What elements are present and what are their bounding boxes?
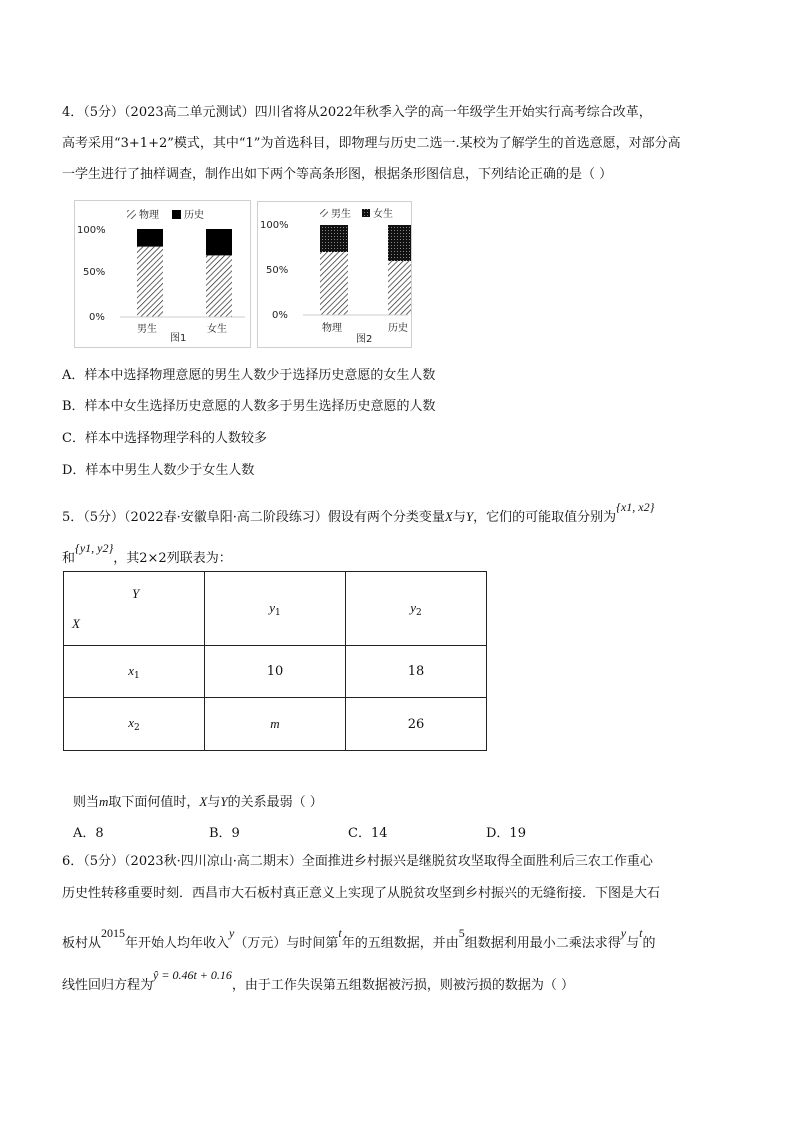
q4-text-line3: 一学生进行了抽样调查，制作出如下两个等高条形图，根据条形图信息，下列结论正确的是（ ） (62, 167, 613, 182)
table-cell: 26 (346, 698, 487, 751)
chart-2-ytick-0: 0% (272, 310, 288, 321)
chart-2-title: 图2 (356, 334, 373, 345)
q4-option-a: A．样本中选择物理意愿的男生人数少于选择历史意愿的女生人数 (62, 368, 436, 383)
chart-2-ytick-100: 100% (260, 220, 289, 231)
q6-line3f: 与 (626, 936, 640, 951)
q5-and: 与 (452, 510, 466, 525)
q6-text-line2: 历史性转移重要时刻．西昌市大石板村真正意义上实现了从脱贫攻坚到乡村振兴的无缝衔接．下图是大石 (62, 886, 661, 901)
bar-bottom-0 (137, 247, 163, 317)
bar-top-1 (388, 225, 411, 261)
q4-option-d: D．样本中男生人数少于女生人数 (62, 463, 255, 478)
q5-var-y: Y (465, 509, 474, 524)
table-cell: 10 (205, 646, 346, 698)
q5-var-x: X (444, 509, 453, 524)
table-row-x2: $x_2$ (64, 698, 205, 751)
q4-text-line1: 4．（5分）（2023高二单元测试）四川省将从2022年秋季入学的高一年级学生开始实行高考综合改革， (62, 105, 652, 120)
chart-figure-1 (74, 200, 251, 348)
chart-2-ytick-50: 50% (266, 265, 289, 276)
q6-line3a: 板村从 (62, 936, 102, 951)
q4-option-b: B．样本中女生选择历史意愿的人数多于男生选择历史意愿的人数 (62, 399, 436, 414)
chart-2-svg (258, 202, 411, 347)
q6-text-line1: 6．（5分）（2023秋·四川凉山·高二期末）全面推进乡村振兴是继脱贫攻坚取得全面胜利后三农工作重心 (62, 854, 653, 869)
table-col-y2: $y_2$ (346, 572, 487, 646)
legend-2-male-swatch (320, 209, 328, 217)
legend-1-history-label: 历史 (184, 210, 204, 221)
q6-line3b: 年开始人均年收入 (125, 936, 230, 951)
q5-set1: {x1, x2} (616, 500, 655, 514)
q6-var-y: y (229, 926, 235, 940)
chart-1-title: 图1 (170, 333, 187, 344)
q5-question-m: m (99, 794, 109, 809)
q6-line3g: 的 (642, 936, 656, 951)
q6-line3c: （万元）与时间第 (234, 936, 339, 951)
q6-text-line4 (62, 968, 575, 996)
chart-1-xlabel-male: 男生 (137, 324, 157, 335)
q5-question-f: 的关系最弱（ ） (227, 795, 323, 810)
q6-num5: 5 (458, 926, 465, 940)
q5-question-and: 与 (207, 795, 221, 810)
table-corner-cell (64, 572, 205, 646)
bar-top-0 (137, 229, 163, 247)
q6-equation: ŷ = 0.46t + 0.16 (153, 968, 232, 982)
legend-1-physics-swatch (127, 210, 136, 219)
table-corner-x: X (72, 616, 80, 631)
q4-text-line2: 高考采用“3+1+2”模式，其中“1”为首选科目，即物理与历史二选一.某校为了解学生的首选意愿，对部分高 (62, 136, 681, 151)
q6-var-t2: t (639, 926, 643, 940)
q5-line1b: ，它们的可能取值分别为 (473, 510, 617, 525)
table-corner-y: Y (132, 586, 140, 601)
q5-option-a: A．8 (73, 826, 104, 841)
legend-2-female-swatch (362, 209, 370, 217)
bar-top-0 (320, 225, 348, 252)
legend-1-physics-label: 物理 (139, 210, 159, 221)
table-cell-m: m (205, 698, 346, 751)
q5-question-y: Y (220, 794, 228, 809)
table-col-y1: $y_1$ (205, 572, 346, 646)
table-row-x1: $x_1$ (64, 646, 205, 698)
q6-line3e: 组数据利用最小二乘法求得 (464, 936, 621, 951)
chart-1-svg (75, 201, 250, 347)
chart-1-ytick-100: 100% (77, 225, 106, 236)
q4-option-c: C．样本中选择物理学科的人数较多 (62, 431, 267, 446)
table-row (64, 646, 487, 698)
q5-question-a: 则当 (73, 795, 100, 810)
chart-1-xlabel-female: 女生 (207, 324, 227, 335)
table-cell: 18 (346, 646, 487, 698)
q5-line1-text: 5．（5分）（2022春·安徽阜阳·高二阶段练习）假设有两个分类变量 (62, 510, 445, 525)
q6-line3d: 年的五组数据，并由 (341, 936, 459, 951)
q5-question (73, 792, 323, 813)
q5-question-b: 取下面何值时， (108, 795, 200, 810)
legend-1-history-swatch (172, 210, 181, 219)
q5-line2b: ，其2×2列联表为： (113, 551, 232, 566)
q5-option-d: D．19 (486, 826, 526, 841)
bar-bottom-1 (206, 255, 232, 317)
q6-line4a: 线性回归方程为 (62, 978, 154, 993)
chart-1-ytick-0: 0% (89, 312, 105, 323)
q6-var-y2: y (620, 926, 627, 940)
q5-line2a: 和 (62, 551, 76, 566)
q5-set2: {y1, y2} (75, 541, 114, 555)
q5-text-line2 (62, 541, 232, 569)
table-row (64, 698, 487, 751)
chart-2-xlabel-physics: 物理 (322, 323, 342, 334)
legend-2-male-label: 男生 (331, 209, 351, 220)
chart-figure-2 (257, 201, 412, 348)
q5-option-c: C．14 (348, 826, 388, 841)
q6-year: 2015 (101, 926, 126, 940)
chart-1-ytick-50: 50% (83, 267, 106, 278)
bar-bottom-1 (388, 261, 411, 315)
table-header-row (64, 572, 487, 646)
q6-var-t: t (338, 926, 342, 940)
contingency-table (63, 571, 487, 751)
bar-bottom-0 (320, 252, 348, 315)
q5-text-line1 (62, 500, 655, 528)
chart-2-xlabel-history: 历史 (388, 323, 408, 334)
q6-text-line3 (62, 926, 656, 954)
q5-option-b: B．9 (209, 826, 240, 841)
bar-top-1 (206, 229, 232, 255)
q6-line4b: ，由于工作失误第五组数据被污损，则被污损的数据为（ ） (231, 978, 575, 993)
legend-2-female-label: 女生 (373, 209, 393, 220)
q5-question-x: X (199, 794, 208, 809)
